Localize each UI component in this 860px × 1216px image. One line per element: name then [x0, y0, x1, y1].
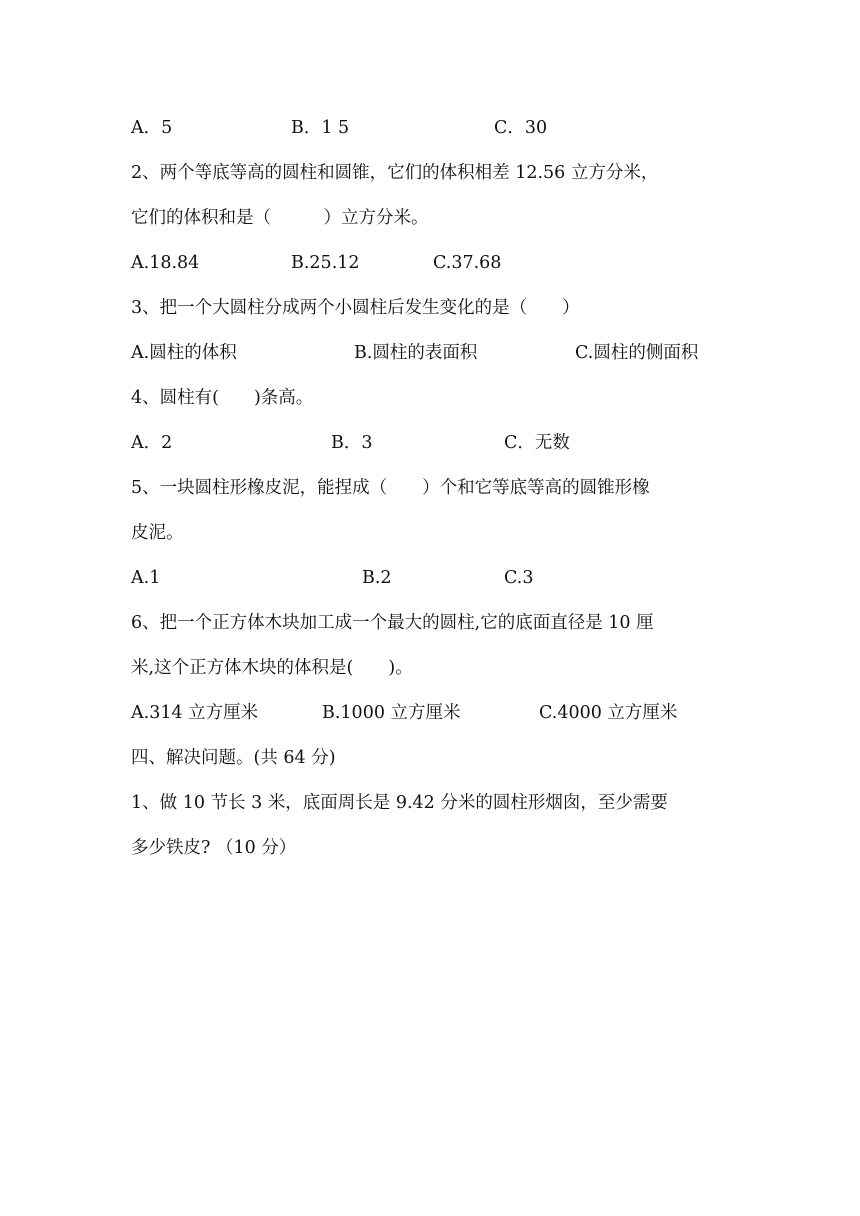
q2-option-b: B.25.12 [291, 253, 360, 273]
section-heading: 四、解决问题。(共 64 分) [131, 748, 336, 768]
q6-option-a: A.314 立方厘米 [131, 703, 259, 723]
q5-option-a: A.1 [131, 568, 161, 588]
q5-option-b: B.2 [362, 568, 392, 588]
q2-option-a: A.18.84 [131, 253, 200, 273]
q6-option-c: C.4000 立方厘米 [539, 703, 678, 723]
q5-option-c: C.3 [504, 568, 534, 588]
q4-option-b: B．3 [331, 433, 373, 453]
q3-option-c: C.圆柱的侧面积 [575, 343, 699, 363]
q1-option-b: B．1 5 [291, 118, 350, 138]
q4-option-c: C．无数 [504, 433, 570, 453]
q3-option-b: B.圆柱的表面积 [354, 343, 478, 363]
q6-option-b: B.1000 立方厘米 [322, 703, 461, 723]
q4-text: 4、圆柱有( )条高。 [131, 388, 314, 408]
q6-text-line2: 米,这个正方体木块的体积是( )。 [131, 658, 413, 678]
q3-option-a: A.圆柱的体积 [131, 343, 237, 363]
q3-text: 3、把一个大圆柱分成两个小圆柱后发生变化的是（ ） [131, 298, 580, 318]
q1-option-a: A．5 [131, 118, 173, 138]
q6-text-line1: 6、把一个正方体木块加工成一个最大的圆柱,它的底面直径是 10 厘 [131, 613, 654, 633]
q2-text-line1: 2、两个等底等高的圆柱和圆锥，它们的体积相差 12.56 立方分米， [131, 163, 659, 183]
q1-option-c: C．30 [494, 118, 548, 138]
q4-option-a: A．2 [131, 433, 173, 453]
problem1-text-line1: 1、做 10 节长 3 米，底面周长是 9.42 分米的圆柱形烟囱，至少需要 [131, 793, 668, 813]
q2-text-line2: 它们的体积和是（ ）立方分米。 [131, 208, 429, 228]
q5-text-line2: 皮泥。 [131, 523, 184, 543]
q2-option-c: C.37.68 [433, 253, 502, 273]
q5-text-line1: 5、一块圆柱形橡皮泥，能捏成（ ）个和它等底等高的圆锥形橡 [131, 478, 650, 498]
problem1-text-line2: 多少铁皮? （10 分） [131, 838, 297, 858]
